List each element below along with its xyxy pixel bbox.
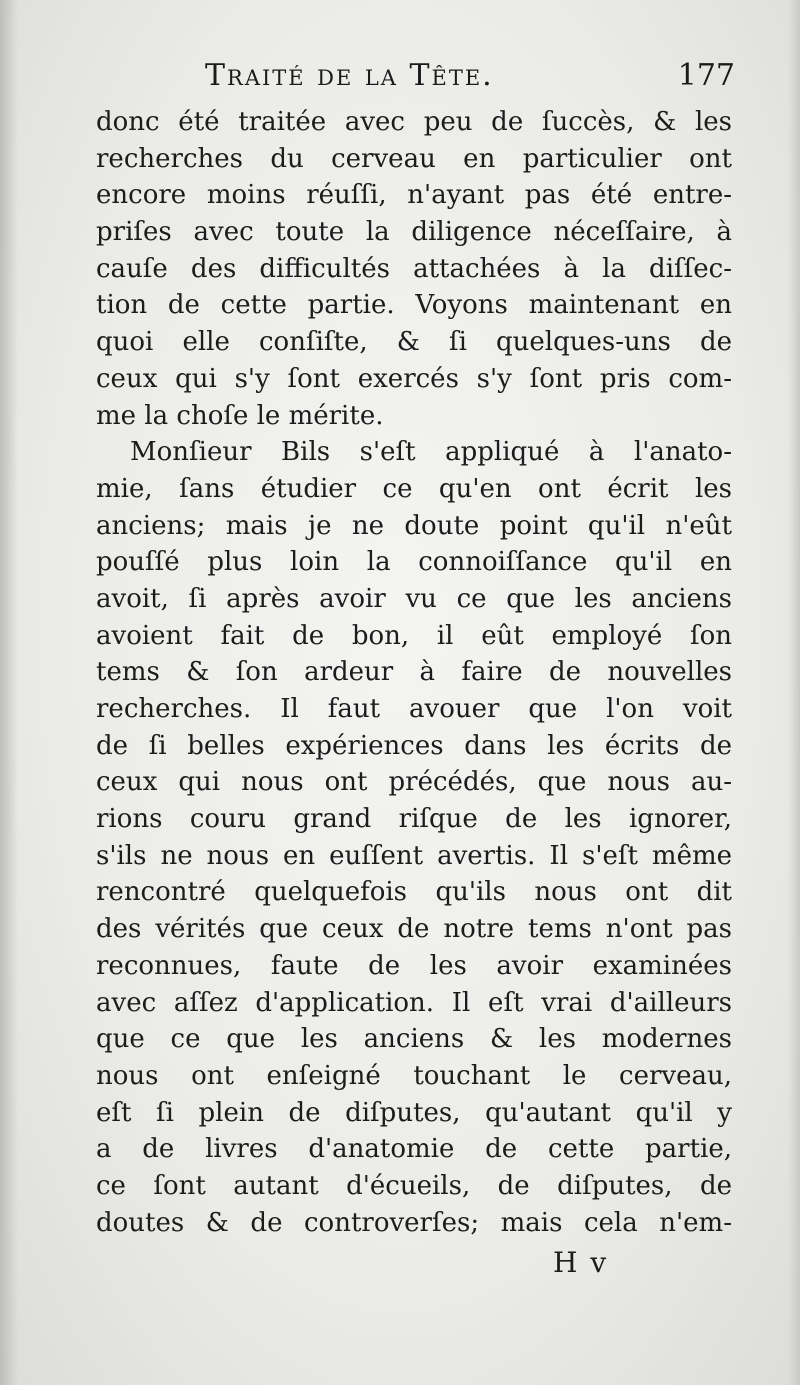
text-line: avoient fait de bon, il eût employé ſon (96, 620, 732, 651)
text-line: tion de cette partie. Voyons maintenant en (96, 290, 732, 321)
text-line: de ſi belles expériences dans les écrits de (96, 730, 732, 761)
text-line: des vérités que ceux de notre tems n'ont pas (96, 914, 732, 945)
text-line: priſes avec toute la diligence néceſſaire, à (96, 217, 732, 248)
text-line: mie, ſans étudier ce qu'en ont écrit les (96, 473, 732, 504)
page-header (205, 58, 735, 102)
text-line: ceux qui s'y ſont exercés s'y ſont pris com- (96, 363, 732, 394)
text-line: Monſieur Bils s'eſt appliqué à l'anato- (130, 437, 732, 468)
paragraph (96, 434, 732, 1241)
text-line: rions couru grand riſque de les ignorer, (96, 804, 732, 835)
text-line: donc été traitée avec peu de ſuccès, & les (96, 107, 732, 137)
body-text (96, 104, 732, 1241)
text-line: ce ſont autant d'écueils, de diſputes, de (96, 1170, 732, 1201)
text-line: avoit, ſi après avoir vu ce que les anciens (96, 583, 732, 614)
text-line: recherches. Il faut avouer que l'on voit (96, 694, 732, 724)
page-number: 177 (677, 58, 735, 93)
text-line: quoi elle conſiſte, & ſi quelques-uns de (96, 327, 732, 358)
text-line: nous ont enſeigné touchant le cerveau, (96, 1060, 732, 1091)
text-line: encore moins réuſſi, n'ayant pas été entre- (96, 180, 732, 211)
text-line: eſt ſi plein de diſputes, qu'autant qu'il y (96, 1097, 732, 1128)
text-line: anciens; mais je ne doute point qu'il n'eût (96, 510, 732, 541)
text-line: que ce que les anciens & les modernes (96, 1024, 732, 1055)
signature-mark: H v (553, 1246, 609, 1279)
running-title: Traité de la Tête. (205, 58, 494, 93)
text-line: cauſe des difficultés attachées à la diſſec- (96, 253, 732, 284)
text-line: recherches du cerveau en particulier ont (96, 143, 732, 174)
text-line: a de livres d'anatomie de cette partie, (96, 1134, 732, 1165)
text-line: rencontré quelquefois qu'ils nous ont dit (96, 877, 732, 908)
paragraph (96, 104, 732, 434)
text-line: pouſſé plus loin la connoiſſance qu'il en (96, 547, 732, 578)
text-line: avec aſſez d'application. Il eſt vrai d'ailleurs (96, 987, 732, 1018)
text-line: tems & ſon ardeur à faire de nouvelles (96, 657, 732, 688)
text-line: me la choſe le mérite. (96, 400, 384, 431)
text-line: reconnues, faute de les avoir examinées (96, 950, 732, 981)
text-line: doutes & de controverſes; mais cela n'em- (96, 1207, 732, 1238)
text-line: s'ils ne nous en euſſent avertis. Il s'eſt même (96, 840, 732, 871)
text-line: ceux qui nous ont précédés, que nous au- (96, 767, 732, 798)
